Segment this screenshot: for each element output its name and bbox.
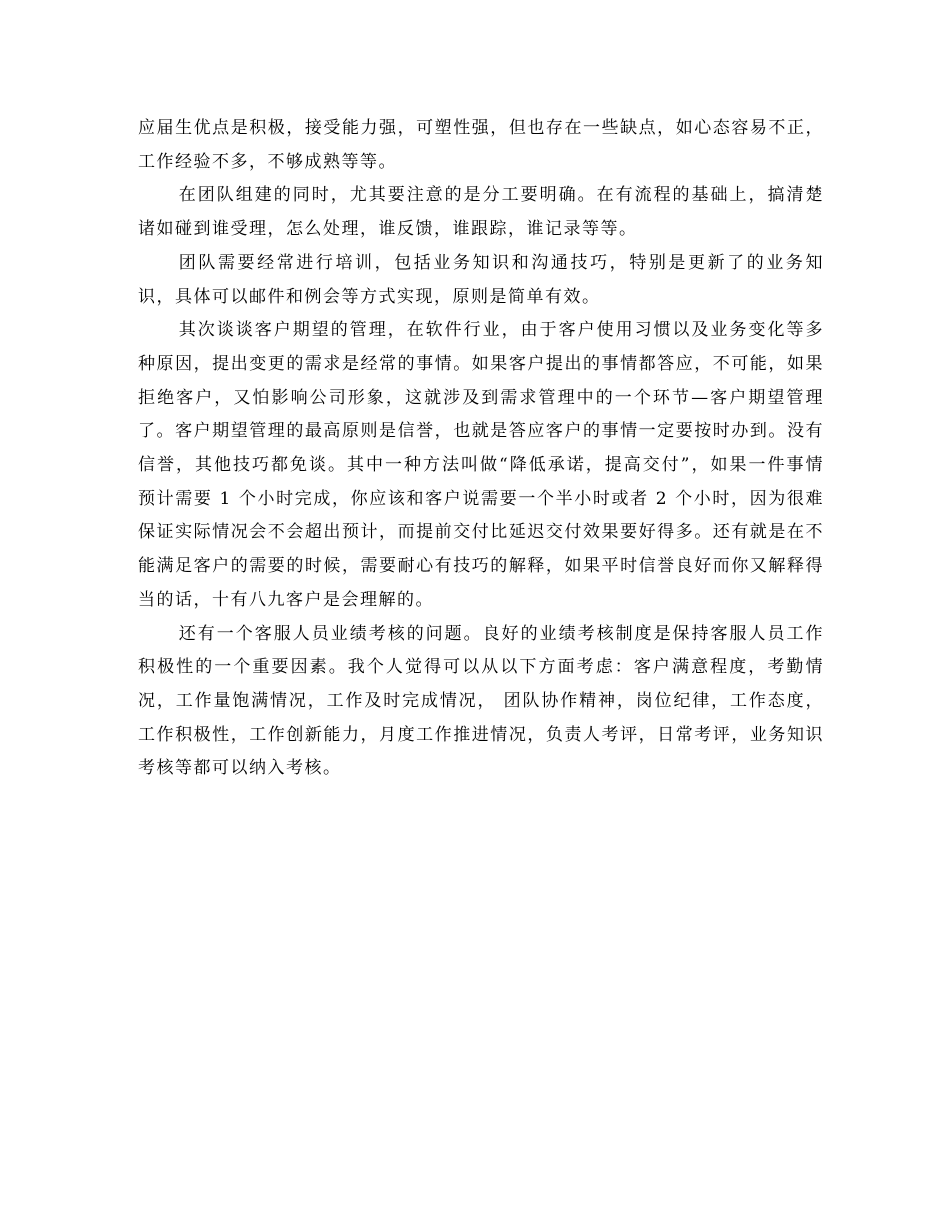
paragraph-team-division: 在团队组建的同时，尤其要注意的是分工要明确。在有流程的基础上，搞清楚诸如碰到谁受理，怎么处理，谁反馈，谁跟踪，谁记录等等。	[138, 185, 824, 240]
paragraph-customer-expectation: 其次谈谈客户期望的管理，在软件行业，由于客户使用习惯以及业务变化等多种原因，提出变更的需求是经常的事情。如果客户提出的事情都答应，不可能，如果拒绝客户，又怕影响公司形象，这就涉及到需求管理中的一个环节—客户期望管理了。客户期望管理的最高原则是信誉，也就是答应客户的事情一定要按时办到。没有信誉，其他技巧都免谈。其中一种方法叫做“降低承诺，提高交付”，如果一件事情预计需要 1 个小时完成，你应该和客户说需要一个半小时或者 2 个小时，因为很难保证实际情况会不会超出预计，而提前交付比延迟交付效果要好得多。还有就是在不能满足客户的需要的时候，需要耐心有技巧的解释，如果平时信誉良好而你又解释得当的话，十有八九客户是会理解的。	[138, 320, 824, 610]
paragraph-graduate-traits: 应届生优点是积极，接受能力强，可塑性强，但也存在一些缺点，如心态容易不正，工作经验不多，不够成熟等等。	[138, 118, 824, 172]
paragraph-team-training: 团队需要经常进行培训，包括业务知识和沟通技巧，特别是更新了的业务知识，具体可以邮件和例会等方式实现，原则是简单有效。	[138, 252, 824, 307]
document-body	[138, 112, 824, 786]
paragraph-performance-review: 还有一个客服人员业绩考核的问题。良好的业绩考核制度是保持客服人员工作积极性的一个重要因素。我个人觉得可以从以下方面考虑：客户满意程度，考勤情况，工作量饱满情况，工作及时完成情况， 团队协作精神，岗位纪律，工作态度，工作积极性，工作创新能力，月度工作推进情况，负责人考评，日常考评，业务知识考核等都可以纳入考核。	[138, 623, 824, 779]
